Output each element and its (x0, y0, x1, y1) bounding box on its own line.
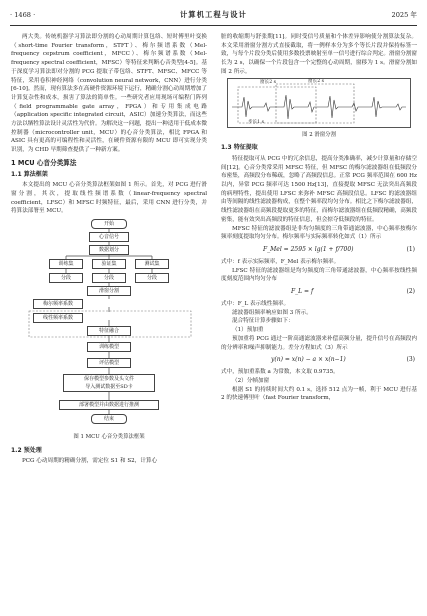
flow-start: 开始 (91, 219, 127, 229)
section-1-2-heading: 1.2 预处理 (11, 446, 42, 454)
equation-1-number: (1) (406, 245, 415, 253)
feature-paragraph: 特征提取可从 PCG 中的冗余信息，提高分类准确率，减少计算量和存储空间[12]。心音分类常采用 MFSC 特征，但 MFSC 的梅尔滤波器组在低频段分布密集，高频段分布稀疏，忽略了高频段信息。正常 PCG 频率范围在 600 Hz 以内，异常 PCG 频率可达 1500 Hz[13]，直接提取 MFSC 无法突出高频段的病理特性，提出使用 LFSC 来弥补 MFSC 高频段信息。LFSC 的滤波器组由等间隔的线性滤波器构成，在整个频率段均匀分布。相比之下梅尔滤波器组，线性滤波器组在高频段提取更多的特征，而梅尔滤波器组在低频段精确，高频段密集，能有效突出高频段的特征信息，但会掠夺低频段的特征。 (221, 155, 417, 223)
eq3-note: 式中，预加重系数 a 为常数，本文取 0.9735。 (221, 369, 339, 376)
eq1-note: 式中：f 表示实际频率，F_Mel 表示梅尔频率。 (221, 258, 340, 265)
page-number: · 1468 · (10, 11, 36, 19)
flow-val-set: 验证集 (92, 259, 126, 269)
flow-mel-coeff: 梅尔频率系数 (33, 299, 83, 309)
flow-seg-3: 分段 (135, 273, 169, 283)
mfsc-paragraph: MFSC 特征的滤波器组是非均匀频度的三角带通滤波器，中心频率按梅尔频率刻度提取均匀分布。梅尔频率与实际频率转化如式（1）所示 (221, 225, 417, 241)
equation-3 (221, 352, 417, 368)
flowchart (11, 218, 207, 430)
step-1-title: （1）预加重 (232, 327, 264, 334)
intro-paragraph: 两大类。传统机器学习算法即分割的心动周期计算包络、短时傅里叶变换（short-time Fourier transform，STFT）、梅尔频谱系数（Mel-frequency cepstrum coefficient，MFCC）、梅尔频谱系数（Mel-frequency spectral coefficient，MFSC）等特征来判断心音类型[4-5]。基于深度学习算法即对分割的 PCG 提取子带包络、STFT、MFSC、MFCC 等特征，采用卷积神经网络（convolution neural network，CNN）进行分类[6-10]。然而，现有算法多在高硬件资源环境下运行，精确分割心动周期增加了计算复杂性和成本，损害了算法的简单性。一些研究者应用现场可编程门阵列（field programmable gate array，FPGA）和专用集成电路（application specific integrated circuit，ASIC）加速分类算法，而这些方法以牺牲算法设计灵活性为代价。为解决这一问题，提出一种适用于低成本微控制器（microcontroller unit，MCU）的心音分类算法，相比 FPGA 和 ASIC 具有更高的可编程性和灵活性，在硬件资源有限的 MCU 即可实现分类识别，为 CHD 早期筛查提供了一种新方案。 (11, 34, 207, 154)
flow-seg-1: 分段 (49, 273, 83, 283)
flow-train-set: 训练集 (49, 259, 83, 269)
equation-3-formula: y(n) = x(n) − a × x(n−1) (271, 356, 346, 364)
window-paragraph: 脏的收缩期与舒张期[11]。同时受信号质量和个体差异影响使分割算法复杂。本文采用滑窗分割方式直接截取，将一例样本分为多个等长片段并保持标签一致，与每个片段分类后使用多数投票映射至单一信号进行综合判定。滑窗分割窗长为 2 s，以确保一个片段包含一个完整的心动周期，窗移为 1 s。滑窗分割如图 2 所示。 (221, 34, 417, 75)
flow-save-params: 保存模型参数及头文件 导入测试数据至SD卡 (63, 374, 155, 392)
framing-paragraph: 根据 S1 的持续时间大约 0.1 s，选择 512 点为一帧，利于 MCU 进行基 2 的快速傅里叶（fast Fourier transform， (221, 386, 417, 402)
section-1-1-heading: 1.1 算法框架 (11, 170, 48, 178)
lfsc-paragraph: LFSC 特征的滤波器组是均匀频度的三角带通滤波器，中心频率按线性频度刻度范围内均匀分布 (221, 267, 417, 283)
right-column (221, 33, 417, 403)
sliding-window-figure (227, 78, 411, 128)
equation-2 (221, 284, 417, 300)
flow-seg-2: 分段 (92, 273, 126, 283)
filterbank-note: 滤波器组频率响应如图 3 所示。 (232, 309, 312, 316)
preprocess-paragraph: PCG 心动周期的精确分割，需定位 S1 和 S2，计算心 (22, 458, 158, 465)
window-1-label: 窗长2 s (260, 79, 276, 85)
flow-load-signal: 心音信号 (89, 232, 129, 242)
flow-sliding-window: 滑窗分割 (87, 286, 131, 296)
left-column (11, 33, 207, 466)
step-label: 步长1 s (248, 119, 264, 125)
step-2-title: （2）分帧加窗 (232, 377, 270, 384)
header-rule (10, 25, 417, 26)
eq2-note: 式中：F_L 表示线性频率。 (221, 301, 290, 308)
flow-end: 结束 (91, 414, 127, 424)
figure-1-caption: 图 1 MCU 心音分类算法框架 (73, 434, 145, 441)
flow-train-model: 训练模型 (87, 342, 131, 352)
flow-feature-fusion: 特征融合 (87, 326, 131, 336)
equation-1-formula: F_Mel = 2595 × lg(1 + f/700) (263, 245, 354, 253)
equation-2-formula: F_L = f (291, 288, 314, 296)
equation-2-number: (2) (406, 288, 415, 296)
equation-1 (221, 242, 417, 258)
figure-2-caption: 图 2 滑窗分割 (302, 131, 336, 138)
equation-3-number: (3) (406, 356, 415, 364)
window-2-label: 窗长2 s (308, 78, 324, 84)
flow-linear-coeff: 线性频率系数 (33, 313, 83, 323)
flow-deploy-mcu: 部署模型并由数据进行推测 (59, 400, 159, 410)
journal-year: 2025 年 (391, 11, 417, 19)
journal-title: 计算机工程与设计 (179, 10, 248, 19)
flow-test-set: 测试集 (135, 259, 169, 269)
framework-paragraph: 本文提出的 MCU 心音分类算法框架如图 1 所示。首先，对 PCG 进行滑窗分割，其次，提取线性频谱系数（linear-frequency spectral coefficient，LFSC）和 MFSC 时频特征，最后，采用 CNN 进行分类，并将算法部署至 MCU。 (11, 182, 207, 215)
page-header (10, 11, 417, 23)
flow-eval-model: 评估模型 (87, 358, 131, 368)
section-1-heading: 1 MCU 心音分类算法 (11, 158, 77, 167)
section-1-3-heading: 1.3 特征提取 (221, 144, 258, 152)
preemphasis-paragraph: 预加重将 PCG 通过一阶高通滤波器来补偿高频分量，提升信号在高频段内的分辨率和噪声抑制能力。差分方程如式（3）所示 (221, 335, 417, 351)
steps-intro: 混合特征计算步骤如下： (232, 318, 294, 325)
flow-data-split: 数据划分 (89, 245, 129, 255)
